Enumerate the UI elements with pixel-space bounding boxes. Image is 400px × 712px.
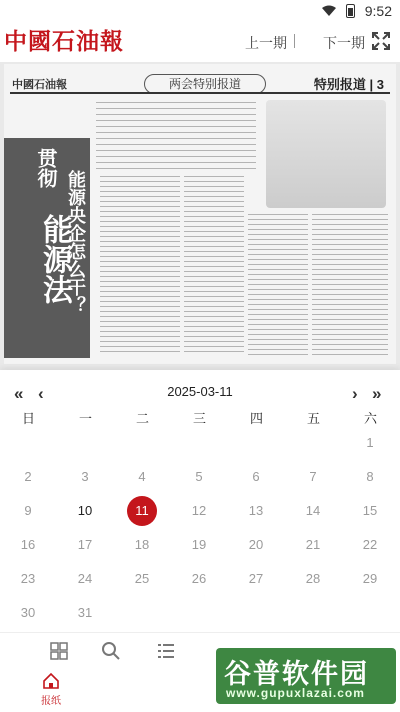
calendar-day[interactable]: 8 — [366, 469, 374, 484]
calendar-day[interactable]: 28 — [305, 571, 321, 586]
calendar-day[interactable]: 1 — [366, 435, 374, 450]
calendar-day[interactable]: 17 — [77, 537, 93, 552]
home-icon — [42, 672, 60, 690]
weekday-label: 三 — [192, 411, 206, 426]
wifi-icon — [322, 5, 336, 17]
calendar-day[interactable]: 6 — [252, 469, 260, 484]
calendar-day[interactable]: 15 — [362, 503, 378, 518]
app-header — [0, 24, 400, 60]
status-bar — [0, 0, 400, 24]
calendar-day[interactable]: 30 — [20, 605, 36, 620]
headline-verb: 贯彻 — [34, 148, 58, 188]
calendar-day[interactable]: 27 — [248, 571, 264, 586]
next-issue-button[interactable]: 下一期 — [323, 35, 365, 51]
masthead-rule — [10, 92, 390, 94]
calendar-day[interactable]: 26 — [191, 571, 207, 586]
calendar-day[interactable]: 14 — [305, 503, 321, 518]
calendar-day[interactable]: 12 — [191, 503, 207, 518]
calendar-day[interactable]: 2 — [24, 469, 32, 484]
tab-newspaper-label: 报纸 — [41, 696, 61, 707]
date-picker — [0, 370, 400, 632]
special-report-banner: 两会特别报道 — [144, 74, 266, 94]
calendar-day[interactable]: 22 — [362, 537, 378, 552]
headline-main: 能源法 — [37, 214, 72, 304]
calendar-day[interactable]: 13 — [248, 503, 264, 518]
list-icon[interactable] — [155, 641, 177, 661]
weekday-label: 四 — [249, 411, 263, 426]
watermark-title: 谷普软件园 — [224, 659, 369, 690]
calendar-day[interactable]: 11 — [127, 496, 157, 526]
paper-masthead: 中國石油報 — [12, 78, 67, 91]
calendar-day[interactable]: 4 — [138, 469, 146, 484]
selected-date-label: 2025-03-11 — [167, 384, 233, 399]
calendar-day[interactable]: 3 — [81, 469, 89, 484]
calendar-day[interactable]: 20 — [248, 537, 264, 552]
calendar-day[interactable]: 24 — [77, 571, 93, 586]
app-logo: 中國石油報 — [4, 28, 124, 55]
nav-divider — [294, 34, 295, 48]
calendar-day[interactable]: 7 — [309, 469, 317, 484]
site-watermark — [216, 648, 396, 704]
illustration-image — [266, 100, 386, 208]
weekday-header — [0, 408, 400, 428]
tab-newspaper[interactable] — [38, 672, 64, 707]
next-year-icon[interactable]: » — [372, 384, 382, 403]
search-icon[interactable] — [100, 641, 122, 661]
calendar-day[interactable]: 5 — [195, 469, 203, 484]
weekday-label: 六 — [363, 411, 377, 426]
weekday-label: 日 — [21, 411, 35, 426]
calendar-day[interactable]: 25 — [134, 571, 150, 586]
weekday-label: 五 — [306, 411, 320, 426]
calendar-day[interactable]: 9 — [24, 503, 32, 518]
article-column — [100, 176, 180, 356]
headline-question: 能源央企怎么干？ — [65, 170, 86, 314]
previous-year-icon[interactable]: « — [14, 384, 24, 403]
calendar-day[interactable]: 29 — [362, 571, 378, 586]
article-column — [312, 214, 388, 356]
section-label: 特别报道 | 3 — [313, 77, 384, 92]
watermark-url: www.gupuxlazai.com — [226, 686, 365, 700]
calendar-day[interactable]: 16 — [20, 537, 36, 552]
article-column — [248, 214, 308, 356]
grid-icon[interactable] — [48, 641, 70, 661]
newspaper-page[interactable] — [0, 62, 400, 370]
previous-issue-button[interactable]: 上一期 — [245, 35, 287, 51]
lead-paragraph — [96, 102, 256, 174]
calendar-day[interactable]: 10 — [77, 503, 93, 518]
calendar-day[interactable]: 23 — [20, 571, 36, 586]
next-month-icon[interactable]: › — [352, 384, 358, 403]
weekday-label: 一 — [78, 411, 92, 426]
weekday-label: 二 — [135, 411, 149, 426]
battery-icon — [346, 4, 355, 18]
previous-month-icon[interactable]: ‹ — [38, 384, 44, 403]
calendar-day[interactable]: 21 — [305, 537, 321, 552]
article-column — [184, 176, 244, 356]
calendar-day[interactable]: 18 — [134, 537, 150, 552]
fullscreen-icon[interactable] — [372, 32, 390, 50]
status-time: 9:52 — [364, 3, 392, 19]
newspaper-sheet — [4, 64, 396, 364]
calendar-day[interactable]: 19 — [191, 537, 207, 552]
calendar-day[interactable]: 31 — [77, 605, 93, 620]
